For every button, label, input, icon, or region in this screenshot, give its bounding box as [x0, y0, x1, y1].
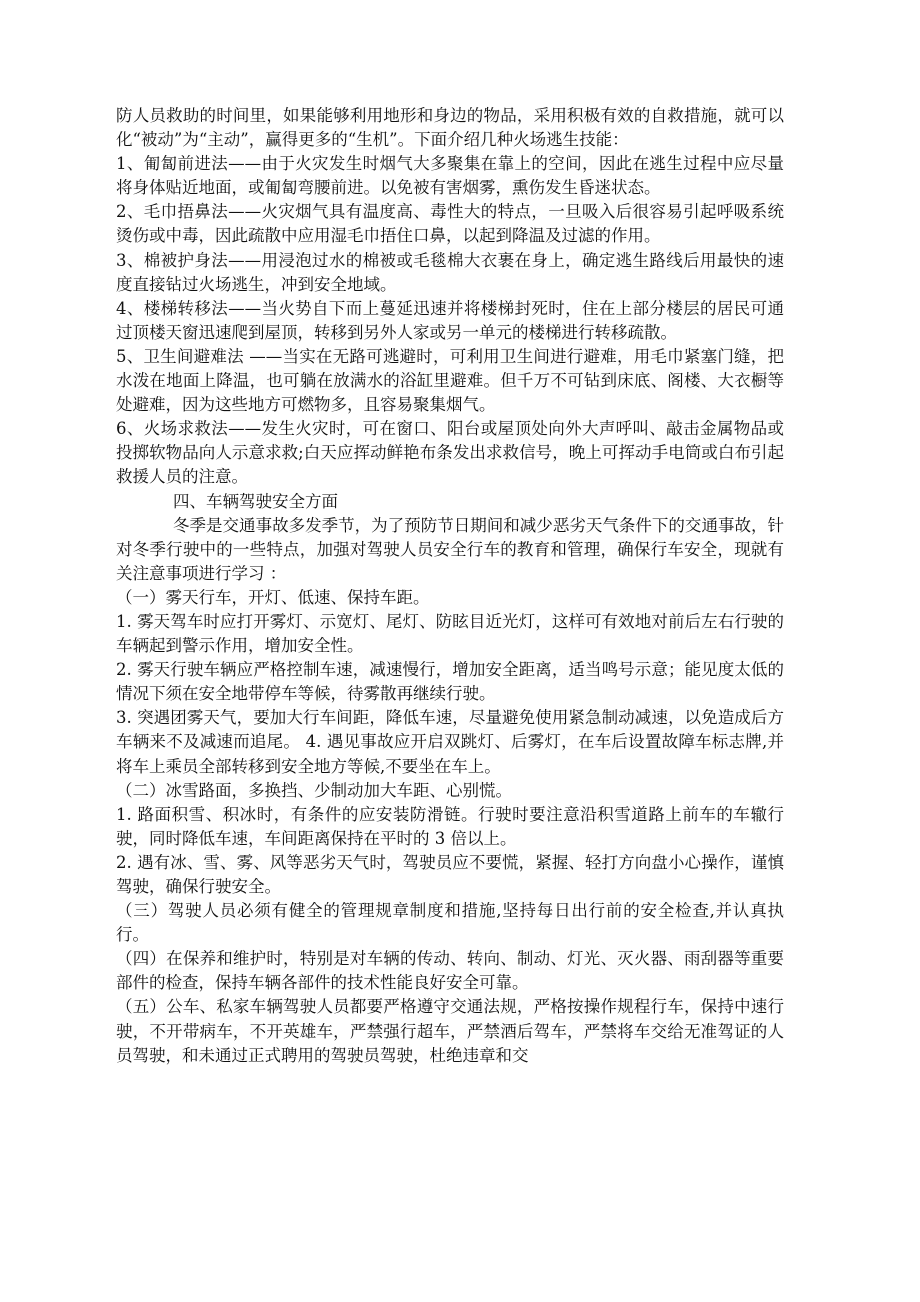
paragraph-crawl-method: 1、匍匐前进法——由于火灾发生时烟气大多聚集在靠上的空间，因此在逃生过程中应尽量将身体贴近地面，或匍匐弯腰前进。以免被有害烟雾，熏伤发生昏迷状态。: [116, 154, 784, 198]
list-item: 2. 雾天行驶车辆应严格控制车速，减速慢行，增加安全距离，适当鸣号示意；能见度太低的情况下须在安全地带停车等候，待雾散再继续行驶。: [116, 660, 784, 704]
list-item: 1. 雾天驾车时应打开雾灯、示宽灯、尾灯、防眩目近光灯，这样可有效地对前后左右行驶的车辆起到警示作用，增加安全性。: [116, 611, 784, 656]
paragraph-towel-method: 2、毛巾捂鼻法——火灾烟气具有温度高、毒性大的特点，一旦吸入后很容易引起呼吸系统烫伤或中毒，因此疏散中应用湿毛巾捂住口鼻，以起到降温及过滤的作用。: [116, 202, 784, 246]
list-item: 2. 遇有冰、雪、雾、风等恶劣天气时，驾驶员应不要慌，紧握、轻打方向盘小心操作，谨慎驾驶，确保行驶安全。: [116, 852, 784, 896]
list-item: （四）在保养和维护时，特别是对车辆的传动、转向、制动、灯光、灭火器、雨刮器等重要部件的检查，保持车辆各部件的技术性能良好安全可靠。: [116, 949, 784, 993]
list-item: 3. 突遇团雾天气，要加大行车间距，降低车速，尽量避免使用紧急制动减速，以免造成后方车辆来不及减速而追尾。 4. 遇见事故应开启双跳灯、后雾灯，在车后设置故障车标志牌,并将车上乘员全部转移到安全地方等候,不要坐在车上。: [116, 708, 784, 776]
paragraph-stairs-method: 4、楼梯转移法——当火势自下而上蔓延迅速并将楼梯封死时，住在上部分楼层的居民可通过顶楼天窗迅速爬到屋顶，转移到另外人家或另一单元的楼梯进行转移疏散。: [116, 298, 784, 342]
paragraph-bathroom-method: 5、卫生间避难法 ——当实在无路可逃避时，可利用卫生间进行避难，用毛巾紧塞门缝，把水泼在地面上降温，也可躺在放满水的浴缸里避难。但千万不可钻到床底、阁楼、大衣橱等处避难，因为这些地方可燃物多，且容易聚集烟气。: [116, 346, 784, 415]
paragraph-help-method: 6、火场求救法——发生火灾时，可在窗口、阳台或屋顶处向外大声呼叫、敲击金属物品或投掷软物品向人示意求救;白天应挥动鲜艳布条发出求救信号，晚上可挥动手电筒或白布引起救援人员的注意。: [116, 419, 784, 487]
list-item: （五）公车、私家车辆驾驶人员都要严格遵守交通法规，严格按操作规程行车，保持中速行驶，不开带病车，不开英雄车，严禁强行超车，严禁酒后驾车，严禁将车交给无准驾证的人员驾驶，和未通过正式聘用的驾驶员驾驶，杜绝违章和交: [116, 997, 784, 1065]
section-heading: 四、车辆驾驶安全方面: [173, 491, 338, 511]
paragraph-blanket-method: 3、棉被护身法——用浸泡过水的棉被或毛毯棉大衣裹在身上，确定逃生路线后用最快的速度直接钻过火场逃生，冲到安全地域。: [116, 250, 784, 294]
list-item: （三）驾驶人员必须有健全的管理规章制度和措施,坚持每日出行前的安全检查,并认真执行。: [116, 901, 784, 945]
list-item: （二）冰雪路面，多换挡、少制动加大车距、心别慌。: [116, 780, 512, 800]
paragraph-intro-rescue: 防人员救助的时间里，如果能够利用地形和身边的物品，采用积极有效的自救措施，就可以化“被动”为“主动”，赢得更多的“生机”。下面介绍几种火场逃生技能：: [116, 106, 784, 150]
section-intro: 冬季是交通事故多发季节，为了预防节日期间和减少恶劣天气条件下的交通事故，针对冬季行驶中的一些特点，加强对驾驶人员安全行车的教育和管理，确保行车安全，现就有关注意事项进行学习 ：: [116, 515, 784, 583]
list-item: 1. 路面积雪、积冰时，有条件的应安装防滑链。行驶时要注意沿积雪道路上前车的车辙行驶，同时降低车速，车间距离保持在平时的 3 倍以上。: [116, 804, 784, 848]
list-item: （一）雾天行车，开灯、低速、保持车距。: [116, 587, 430, 607]
document-page: [116, 104, 784, 1068]
